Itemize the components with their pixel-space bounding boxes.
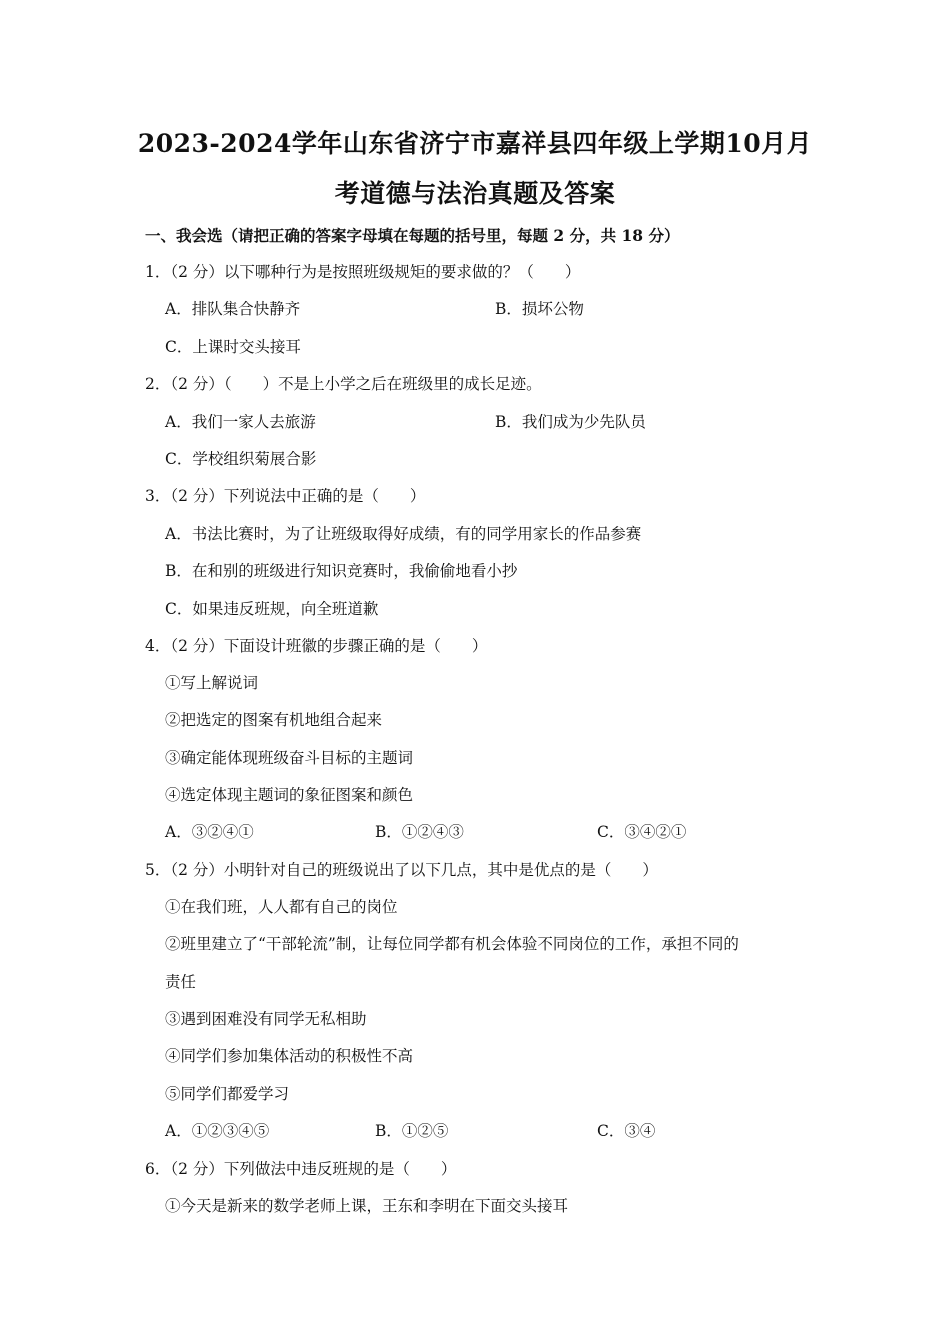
section-heading: 一、我会选（请把正确的答案字母填在每题的括号里，每题 2 分，共 18 分）: [145, 226, 680, 245]
question-4-item-1: ①写上解说词: [165, 674, 259, 692]
question-5-option-b: B．①②⑤: [375, 1122, 449, 1140]
question-4-option-c: C．③④②①: [597, 823, 687, 841]
question-5-item-1: ①在我们班，人人都有自己的岗位: [165, 898, 398, 916]
question-2-stem: 2．（2 分）（ ）不是上小学之后在班级里的成长足迹。: [145, 375, 542, 393]
document-title-line2: 考道德与法治真题及答案: [334, 179, 616, 208]
question-5-item-2-continued: 责任: [165, 973, 197, 991]
question-4-item-3: ③确定能体现班级奋斗目标的主题词: [165, 749, 414, 767]
question-5-item-2: ②班里建立了“干部轮流”制，让每位同学都有机会体验不同岗位的工作，承担不同的: [165, 935, 739, 953]
question-5-item-3: ③遇到困难没有同学无私相助: [165, 1010, 367, 1028]
question-2-option-c: C．学校组织菊展合影: [165, 450, 317, 468]
question-4-stem: 4．（2 分）下面设计班徽的步骤正确的是（ ）: [145, 637, 488, 655]
question-6-item-1: ①今天是新来的数学老师上课，王东和李明在下面交头接耳: [165, 1197, 569, 1215]
question-2-option-b: B．我们成为少先队员: [495, 413, 646, 431]
question-1-option-c: C．上课时交头接耳: [165, 338, 301, 356]
question-3-option-a: A．书法比赛时，为了让班级取得好成绩，有的同学用家长的作品参赛: [165, 525, 642, 543]
question-5-option-a: A．①②③④⑤: [165, 1122, 270, 1140]
question-4-option-b: B．①②④③: [375, 823, 464, 841]
question-1-option-a: A．排队集合快静齐: [165, 300, 301, 318]
question-1-stem: 1．（2 分）以下哪种行为是按照班级规矩的要求做的？（ ）: [145, 263, 581, 281]
question-3-option-b: B．在和别的班级进行知识竞赛时，我偷偷地看小抄: [165, 562, 518, 580]
question-5-option-c: C．③④: [597, 1122, 656, 1140]
question-3-stem: 3．（2 分）下列说法中正确的是（ ）: [145, 487, 426, 505]
question-5-item-4: ④同学们参加集体活动的积极性不高: [165, 1047, 414, 1065]
question-5-stem: 5．（2 分）小明针对自己的班级说出了以下几点，其中是优点的是（ ）: [145, 861, 658, 879]
question-5-item-5: ⑤同学们都爱学习: [165, 1085, 290, 1103]
question-6-stem: 6．（2 分）下列做法中违反班规的是（ ）: [145, 1160, 457, 1178]
question-4-option-a: A．③②④①: [165, 823, 254, 841]
question-4-item-2: ②把选定的图案有机地组合起来: [165, 711, 383, 729]
document-title-line1: 2023-2024学年山东省济宁市嘉祥县四年级上学期10月月: [137, 129, 813, 158]
question-3-option-c: C．如果违反班规，向全班道歉: [165, 600, 379, 618]
question-4-item-4: ④选定体现主题词的象征图案和颜色: [165, 786, 414, 804]
question-2-option-a: A．我们一家人去旅游: [165, 413, 316, 431]
question-1-option-b: B．损坏公物: [495, 300, 584, 318]
